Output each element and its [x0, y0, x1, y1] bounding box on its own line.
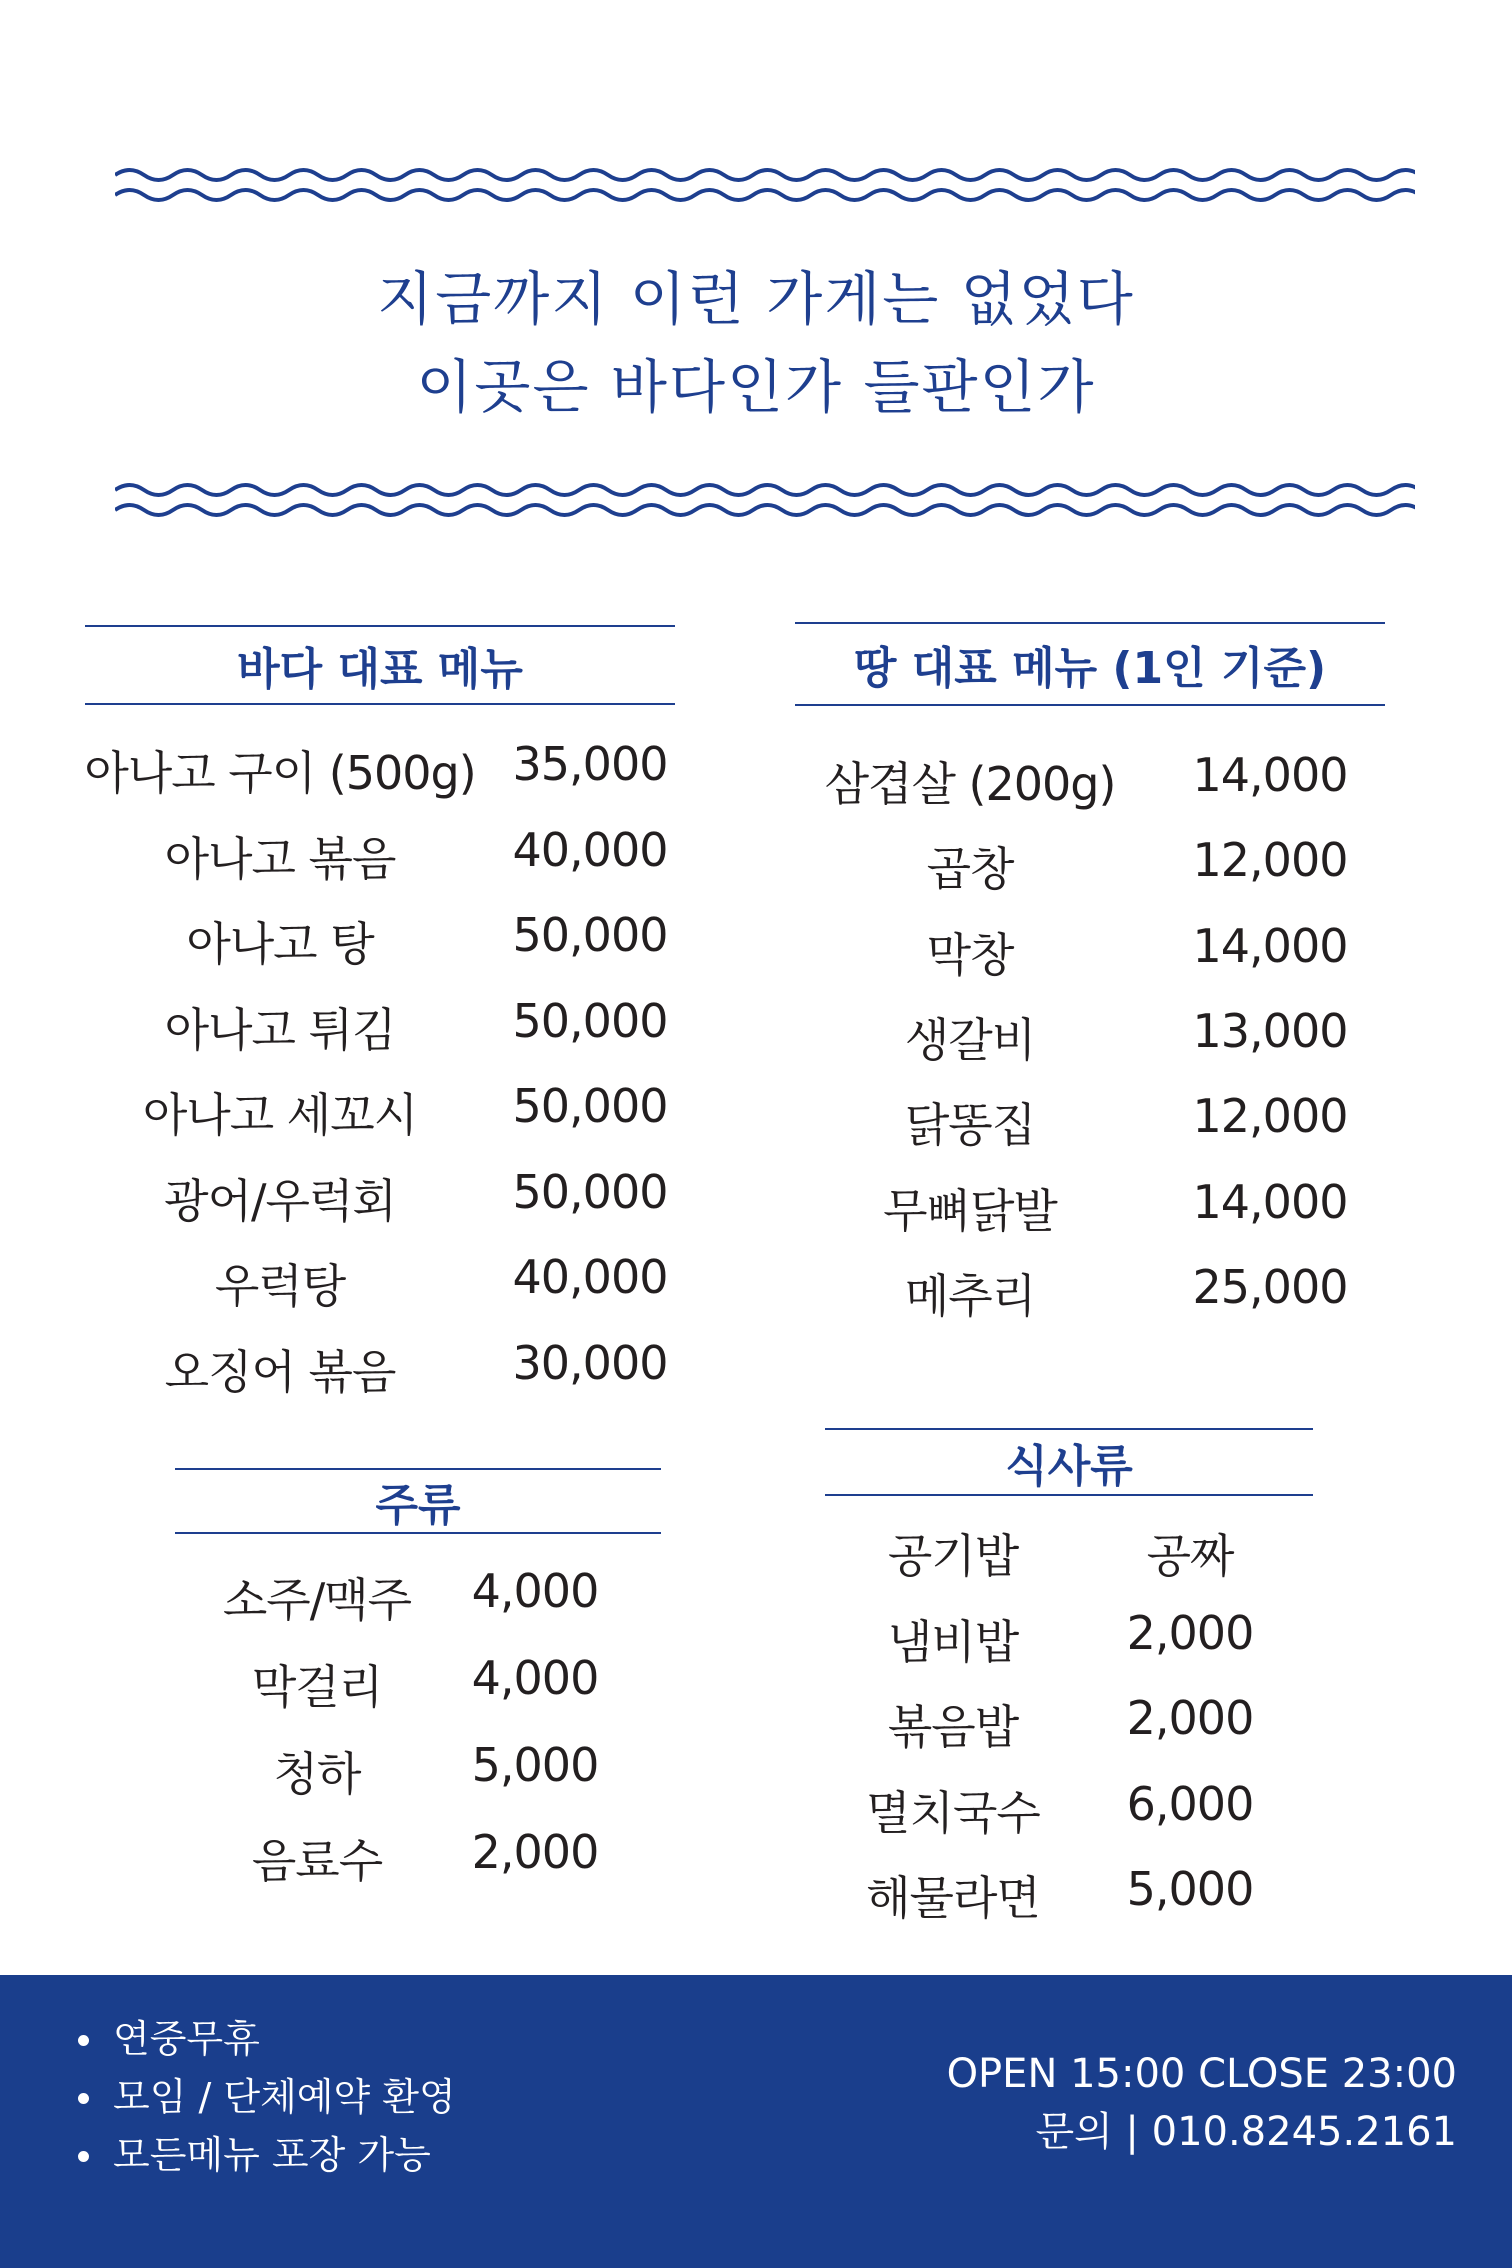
menu-item-price: 5,000 [471, 1738, 599, 1792]
wave-line [115, 170, 1415, 180]
menu-item-name: 아나고 구이 (500g) [84, 746, 476, 800]
menu-item-price: 4,000 [471, 1564, 599, 1618]
top-wave-decoration [115, 155, 1415, 215]
menu-item-name: 광어/우럭회 [164, 1173, 396, 1228]
menu-item-row [825, 1777, 1313, 1847]
footer-info [947, 2045, 1457, 2161]
menu-item-name: 막걸리 [251, 1660, 383, 1714]
menu-item-row [85, 1079, 675, 1149]
menu-item-name: 곱창 [926, 842, 1014, 897]
menu-item-price: 4,000 [471, 1651, 599, 1705]
menu-item-name: 아나고 볶음 [164, 831, 396, 886]
menu-item-row [795, 1175, 1385, 1245]
menu-item-name: 메추리 [904, 1268, 1036, 1323]
menu-item-row [825, 1691, 1313, 1761]
menu-item-row [175, 1651, 661, 1721]
menu-item-row [85, 908, 675, 978]
wave-line [115, 485, 1415, 495]
menu-item-row [795, 833, 1385, 903]
menu-item-name: 우럭탕 [214, 1259, 346, 1313]
footer-note: 모든메뉴 포장 가능 [75, 2126, 456, 2184]
menu-item-name: 음료수 [251, 1834, 383, 1888]
meals-menu-title: 식사류 [825, 1428, 1313, 1496]
menu-item-price: 6,000 [1126, 1776, 1254, 1831]
menu-item-price: 2,000 [1126, 1691, 1254, 1745]
menu-item-row [175, 1738, 661, 1808]
menu-item-row [85, 1250, 675, 1320]
menu-item-row [85, 994, 675, 1064]
menu-item-price: 14,000 [1192, 748, 1348, 802]
menu-item-name: 공기밥 [887, 1529, 1019, 1583]
headline [0, 255, 1512, 431]
opening-hours: OPEN 15:00 CLOSE 23:00 [946, 2051, 1457, 2097]
menu-item-name: 오징어 볶음 [164, 1344, 396, 1399]
menu-item-name: 청하 [273, 1747, 361, 1801]
menu-item-row [795, 1260, 1385, 1330]
menu-item-price: 14,000 [1192, 918, 1348, 973]
menu-item-price: 50,000 [512, 908, 668, 962]
menu-item-row [795, 748, 1385, 818]
menu-item-name: 아나고 탕 [186, 917, 374, 971]
land-menu-section [795, 622, 1385, 1323]
menu-item-name: 냄비밥 [887, 1614, 1019, 1669]
menu-item-price: 13,000 [1192, 1003, 1348, 1058]
menu-item-name: 아나고 세꼬시 [142, 1088, 418, 1142]
footer-note: 모임 / 단체예약 환영 [75, 2068, 456, 2126]
menu-item-name: 닭똥집 [904, 1098, 1036, 1153]
menu-item-row [175, 1825, 661, 1895]
menu-item-row [85, 1336, 675, 1406]
menu-item-price: 공짜 [1146, 1529, 1234, 1583]
menu-item-row [825, 1862, 1313, 1932]
menu-item-name: 아나고 튀김 [164, 1002, 396, 1057]
menu-item-price: 2,000 [471, 1825, 599, 1879]
menu-item-row [795, 1089, 1385, 1159]
land-menu-title: 땅 대표 메뉴 (1인 기준) [795, 622, 1385, 706]
menu-item-price: 40,000 [512, 1250, 668, 1304]
meals-menu-section [825, 1428, 1313, 1948]
menu-item-name: 무뼈닭발 [883, 1183, 1057, 1238]
menu-item-price: 50,000 [512, 1079, 668, 1133]
menu-item-price: 50,000 [512, 1164, 668, 1219]
menu-item-price: 2,000 [1126, 1605, 1254, 1660]
drinks-menu-section [175, 1468, 661, 1888]
menu-item-row [795, 1004, 1385, 1074]
menu-item-price: 50,000 [512, 993, 668, 1048]
menu-item-row [825, 1606, 1313, 1676]
wave-line [115, 190, 1415, 200]
drinks-menu-title: 주류 [175, 1468, 661, 1534]
footer-notes [75, 2010, 456, 2184]
menu-item-name: 멸치국수 [866, 1785, 1040, 1840]
menu-item-row [175, 1564, 661, 1634]
menu-item-price: 40,000 [512, 822, 668, 877]
menu-item-row [825, 1520, 1313, 1590]
footer-bar [0, 1975, 1512, 2268]
headline-line-1: 지금까지 이런 가게는 없었다 [377, 265, 1135, 333]
sea-menu-title: 바다 대표 메뉴 [85, 625, 675, 705]
menu-item-name: 소주/맥주 [222, 1573, 412, 1627]
menu-item-price: 12,000 [1192, 833, 1348, 888]
menu-item-price: 30,000 [512, 1335, 668, 1390]
menu-item-name: 삼겹살 (200g) [824, 757, 1116, 811]
menu-item-row [85, 1165, 675, 1235]
wave-line [115, 505, 1415, 515]
menu-item-name: 막창 [926, 927, 1014, 982]
menu-item-name: 볶음밥 [887, 1700, 1019, 1754]
menu-item-name: 생갈비 [904, 1012, 1036, 1067]
menu-item-price: 35,000 [512, 737, 668, 791]
contact-phone: 문의 | 010.8245.2161 [1035, 2109, 1457, 2155]
footer-note: 연중무휴 [75, 2010, 456, 2068]
menu-item-row [85, 737, 675, 807]
menu-item-name: 해물라면 [866, 1871, 1040, 1925]
bottom-wave-decoration [115, 470, 1415, 530]
headline-line-2: 이곳은 바다인가 들판인가 [416, 353, 1096, 421]
sea-menu-section [85, 625, 675, 1405]
menu-item-price: 12,000 [1192, 1089, 1348, 1144]
menu-item-price: 14,000 [1192, 1174, 1348, 1229]
menu-item-row [85, 823, 675, 893]
menu-item-row [795, 919, 1385, 989]
menu-item-price: 25,000 [1192, 1259, 1348, 1314]
menu-item-price: 5,000 [1126, 1862, 1254, 1916]
